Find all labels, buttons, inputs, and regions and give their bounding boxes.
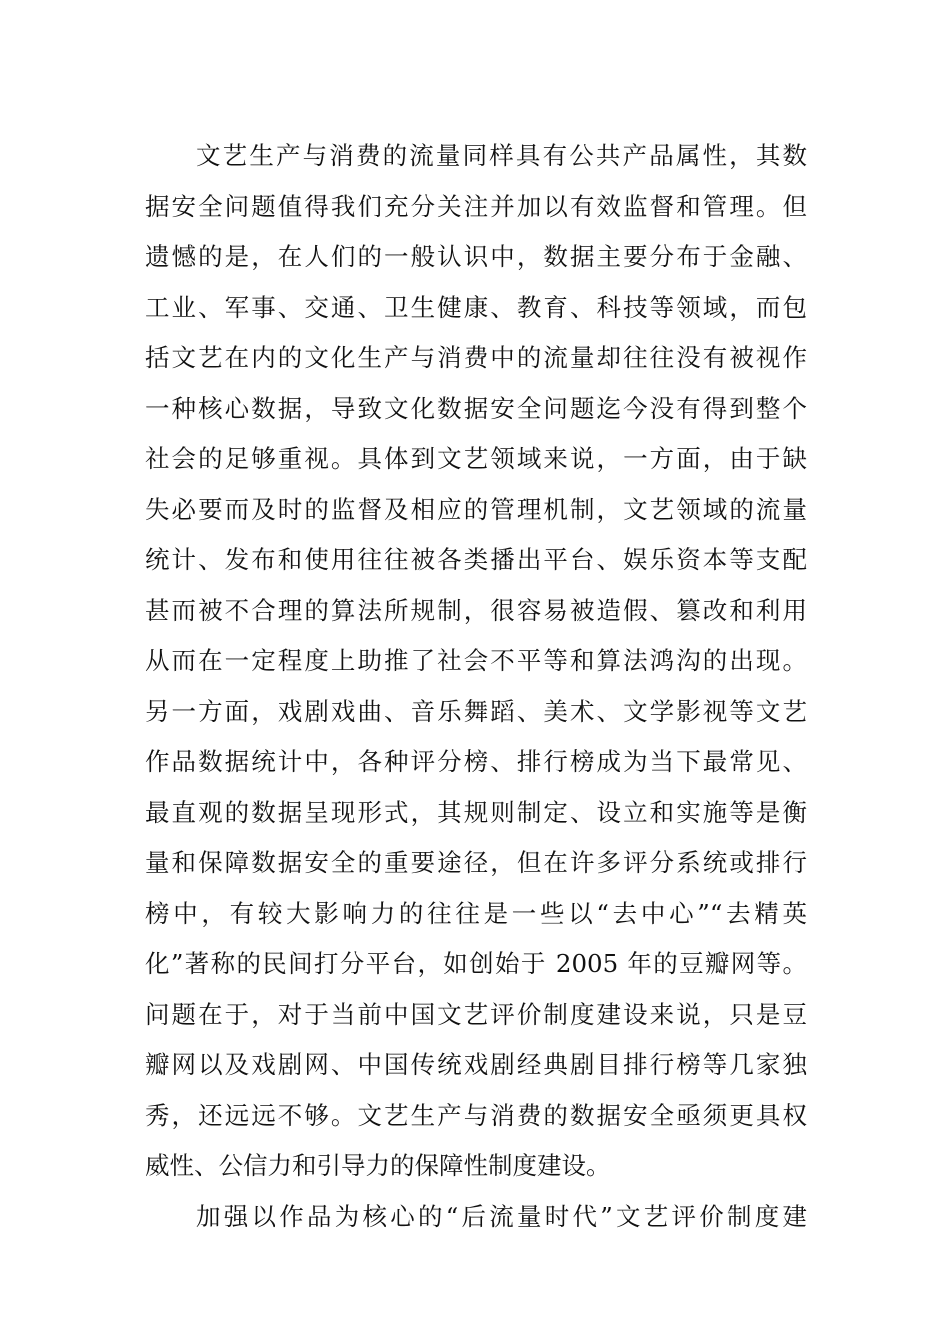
text-line: 威性、公信力和引导力的保障性制度建设。 bbox=[145, 1151, 611, 1180]
text-line: 化”著称的民间打分平台，如创始于 2005 年的豆瓣网等。 bbox=[145, 949, 807, 978]
text-line: 统计、发布和使用往往被各类播出平台、娱乐资本等支配 bbox=[145, 545, 807, 574]
text-line: 失必要而及时的监督及相应的管理机制，文艺领域的流量 bbox=[145, 494, 807, 524]
text-line: 加强以作品为核心的“后流量时代”文艺评价制度建 bbox=[196, 1201, 807, 1231]
text-line: 括文艺在内的文化生产与消费中的流量却往往没有被视作 bbox=[145, 343, 807, 372]
text-line: 榜中，有较大影响力的往往是一些以“去中心”“去精英 bbox=[145, 898, 807, 928]
paragraph bbox=[145, 131, 807, 1192]
document-body bbox=[145, 131, 807, 1242]
text-line: 工业、军事、交通、卫生健康、教育、科技等领域，而包 bbox=[145, 292, 807, 322]
text-line: 最直观的数据呈现形式，其规则制定、设立和实施等是衡 bbox=[145, 797, 807, 827]
text-line: 据安全问题值得我们充分关注并加以有效监督和管理。但 bbox=[145, 191, 807, 221]
text-line: 瓣网以及戏剧网、中国传统戏剧经典剧目排行榜等几家独 bbox=[145, 1050, 807, 1079]
text-line: 秀，还远远不够。文艺生产与消费的数据安全亟须更具权 bbox=[145, 1100, 807, 1130]
text-line: 从而在一定程度上助推了社会不平等和算法鸿沟的出现。 bbox=[145, 646, 807, 675]
text-line: 一种核心数据，导致文化数据安全问题迄今没有得到整个 bbox=[145, 393, 807, 423]
text-line: 作品数据统计中，各种评分榜、排行榜成为当下最常见、 bbox=[145, 747, 807, 776]
paragraph bbox=[145, 1192, 807, 1243]
text-line: 另一方面，戏剧戏曲、音乐舞蹈、美术、文学影视等文艺 bbox=[145, 696, 807, 726]
text-line: 量和保障数据安全的重要途径，但在许多评分系统或排行 bbox=[145, 848, 807, 877]
text-line: 文艺生产与消费的流量同样具有公共产品属性，其数 bbox=[196, 141, 807, 170]
text-line: 问题在于，对于当前中国文艺评价制度建设来说，只是豆 bbox=[145, 999, 807, 1029]
text-line: 社会的足够重视。具体到文艺领域来说，一方面，由于缺 bbox=[145, 444, 807, 473]
text-line: 遗憾的是，在人们的一般认识中，数据主要分布于金融、 bbox=[145, 242, 807, 271]
text-line: 甚而被不合理的算法所规制，很容易被造假、篡改和利用 bbox=[145, 595, 807, 625]
